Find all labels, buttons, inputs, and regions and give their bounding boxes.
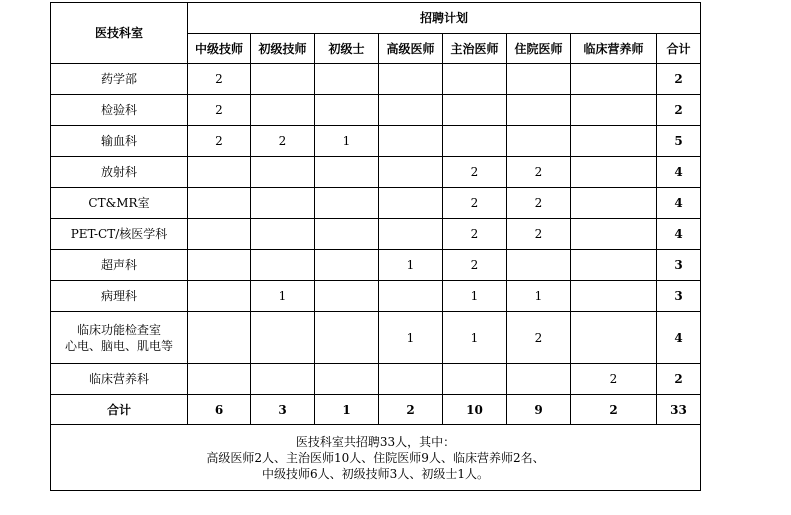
table-row [51,157,701,188]
table-cell: 1 [251,281,315,312]
table-cell [188,312,251,364]
table-cell [188,188,251,219]
table-cell [251,312,315,364]
row-total-cell: 4 [657,312,701,364]
dept-name: 临床营养科 [51,364,188,395]
col-header-total: 合计 [657,34,701,64]
table-row [51,64,701,95]
table-cell [379,364,443,395]
table-cell: 1 [443,312,507,364]
table-cell: 2 [571,364,657,395]
table-cell [251,364,315,395]
table-row [51,95,701,126]
table-cell [507,95,571,126]
total-label: 合计 [51,395,188,425]
table-cell [315,281,379,312]
col-header-clinical-dietitian: 临床营养师 [571,34,657,64]
dept-name: PET-CT/核医学科 [51,219,188,250]
summary-cell [51,425,701,491]
dept-name: 超声科 [51,250,188,281]
col-header-attending-physician: 主治医师 [443,34,507,64]
table-cell [571,157,657,188]
table-cell [507,364,571,395]
table-cell [315,64,379,95]
col-header-junior-assistant: 初级士 [315,34,379,64]
table-cell [379,281,443,312]
table-cell [188,157,251,188]
table-cell: 1 [379,250,443,281]
row-total-cell: 5 [657,126,701,157]
dept-name: 药学部 [51,64,188,95]
dept-name: 输血科 [51,126,188,157]
table-cell [571,312,657,364]
table-cell [379,64,443,95]
dept-name-line1: 临床功能检查室 [76,322,161,337]
table-cell: 1 [443,281,507,312]
table-cell [379,157,443,188]
table-row [51,250,701,281]
table-cell [251,250,315,281]
table-row [51,219,701,250]
plan-group-header: 招聘计划 [188,3,701,34]
table-cell [251,64,315,95]
table-cell [507,250,571,281]
table-cell [315,364,379,395]
table-cell [443,364,507,395]
table-cell [315,250,379,281]
table-cell: 2 [443,157,507,188]
table-cell [571,64,657,95]
total-cell: 10 [443,395,507,425]
table-row [51,188,701,219]
table-cell [443,95,507,126]
table-cell [379,219,443,250]
col-header-resident-physician: 住院医师 [507,34,571,64]
table-cell [315,95,379,126]
summary-line: 中级技师6人、初级技师3人、初级士1人。 [262,466,489,481]
table-cell [571,126,657,157]
row-total-cell: 2 [657,64,701,95]
total-cell: 2 [379,395,443,425]
row-total-cell: 4 [657,157,701,188]
table-cell: 2 [188,95,251,126]
table-cell: 2 [443,219,507,250]
table-cell [188,281,251,312]
table-cell: 2 [443,250,507,281]
dept-name: CT&MR室 [51,188,188,219]
table-cell [571,188,657,219]
total-cell: 6 [188,395,251,425]
table-cell [188,219,251,250]
table-cell: 2 [188,126,251,157]
table-cell [443,126,507,157]
table-cell [571,250,657,281]
table-cell: 2 [188,64,251,95]
col-header-senior-physician: 高级医师 [379,34,443,64]
dept-column-header: 医技科室 [51,3,188,64]
table-cell [507,64,571,95]
table-cell: 2 [507,312,571,364]
header-row-top [51,3,701,34]
row-total-cell: 3 [657,281,701,312]
dept-name: 放射科 [51,157,188,188]
table-cell [251,188,315,219]
table-cell [571,95,657,126]
table-row [51,281,701,312]
total-row [51,395,701,425]
table-row [51,126,701,157]
table-cell [507,126,571,157]
table-cell: 2 [443,188,507,219]
table-cell [571,219,657,250]
table-cell [379,126,443,157]
table-row [51,312,701,364]
table-cell: 1 [315,126,379,157]
table-cell [315,188,379,219]
grand-total-cell: 33 [657,395,701,425]
row-total-cell: 2 [657,95,701,126]
total-cell: 9 [507,395,571,425]
dept-name: 病理科 [51,281,188,312]
table-cell [315,157,379,188]
table-cell [571,281,657,312]
table-cell [251,95,315,126]
summary-line: 高级医师2人、主治医师10人、住院医师9人、临床营养师2名、 [206,450,545,465]
table-cell [315,312,379,364]
row-total-cell: 4 [657,188,701,219]
total-cell: 3 [251,395,315,425]
table-cell [379,95,443,126]
table-cell [315,219,379,250]
table-cell [188,364,251,395]
summary-row [51,425,701,491]
table-cell: 1 [507,281,571,312]
table-cell: 1 [379,312,443,364]
row-total-cell: 4 [657,219,701,250]
table-cell: 2 [251,126,315,157]
table-cell [251,219,315,250]
dept-name: 检验科 [51,95,188,126]
row-total-cell: 2 [657,364,701,395]
table-row [51,364,701,395]
table-cell [188,250,251,281]
total-cell: 2 [571,395,657,425]
table-cell [251,157,315,188]
recruitment-plan-table [50,2,701,491]
table-cell [379,188,443,219]
table-cell: 2 [507,219,571,250]
col-header-junior-technician: 初级技师 [251,34,315,64]
col-header-intermediate-technician: 中级技师 [188,34,251,64]
row-total-cell: 3 [657,250,701,281]
table-cell: 2 [507,157,571,188]
dept-name [51,312,188,364]
summary-line: 医技科室共招聘33人，其中： [295,434,456,449]
dept-name-line2: 心电、脑电、肌电等 [64,338,173,353]
table-cell [443,64,507,95]
total-cell: 1 [315,395,379,425]
table-cell: 2 [507,188,571,219]
